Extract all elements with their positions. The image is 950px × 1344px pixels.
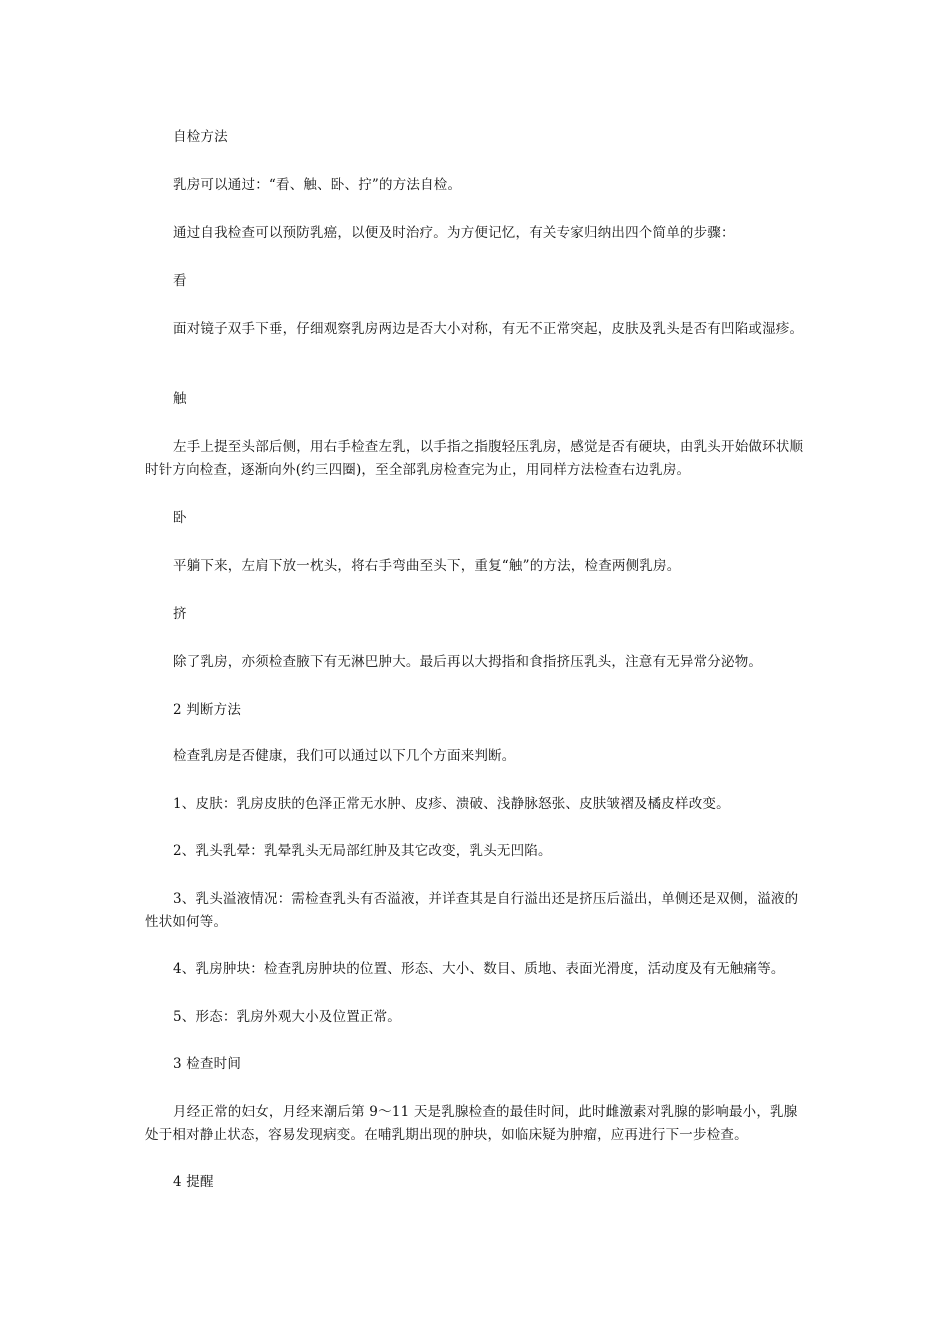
paragraph-touch: 左手上提至头部后侧，用右手检查左乳，以手指之指腹轻压乳房，感觉是否有硬块，由乳头开始做环状顺时针方向检查，逐渐向外(约三四圈)，至全部乳房检查完为止，用同样方法检查右边乳房。 [145,439,804,478]
paragraph-check-time: 月经正常的妇女，月经来潮后第 9～11 天是乳腺检查的最佳时间，此时雌激素对乳腺的影响最小，乳腺处于相对静止状态，容易发现病变。在哺乳期出现的肿块，如临床疑为肿瘤，应再进行下一步检查。 [145,1104,798,1143]
list-item-shape: 5、形态：乳房外观大小及位置正常。 [173,1009,401,1025]
paragraph-look: 面对镜子双手下垂，仔细观察乳房两边是否大小对称，有无不正常突起，皮肤及乳头是否有凹陷或湿疹。 [173,321,804,337]
heading-self-check-method: 自检方法 [173,129,228,145]
paragraph-prevention: 通过自我检查可以预防乳癌，以便及时治疗。为方便记忆，有关专家归纳出四个简单的步骤： [173,225,735,241]
list-item-skin: 1、皮肤：乳房皮肤的色泽正常无水肿、皮疹、溃破、浅静脉怒张、皮肤皱褶及橘皮样改变。 [173,796,730,812]
heading-judgment-method: 2 判断方法 [173,702,242,718]
paragraph-lie: 平躺下来，左肩下放一枕头，将右手弯曲至头下，重复“触”的方法，检查两侧乳房。 [173,558,681,574]
paragraph-squeeze: 除了乳房，亦须检查腋下有无淋巴肿大。最后再以大拇指和食指挤压乳头，注意有无异常分泌物。 [173,654,763,670]
list-item-breast-lump: 4、乳房肿块：检查乳房肿块的位置、形态、大小、数目、质地、表面光滑度，活动度及有无触痛等。 [173,961,785,977]
heading-check-time: 3 检查时间 [173,1056,242,1072]
heading-lie: 卧 [173,510,187,526]
heading-squeeze: 挤 [173,606,187,622]
heading-look: 看 [173,273,187,289]
paragraph-intro: 乳房可以通过：“看、触、卧、拧”的方法自检。 [173,177,462,193]
list-item-nipple-discharge: 3、乳头溢液情况：需检查乳头有否溢液，并详查其是自行溢出还是挤压后溢出，单侧还是双侧，溢液的性状如何等。 [145,891,799,930]
list-item-nipple-areola: 2、乳头乳晕：乳晕乳头无局部红肿及其它改变，乳头无凹陷。 [173,843,552,859]
paragraph-judgment-intro: 检查乳房是否健康，我们可以通过以下几个方面来判断。 [173,748,516,764]
heading-reminder: 4 提醒 [173,1174,214,1190]
heading-touch: 触 [173,391,187,407]
